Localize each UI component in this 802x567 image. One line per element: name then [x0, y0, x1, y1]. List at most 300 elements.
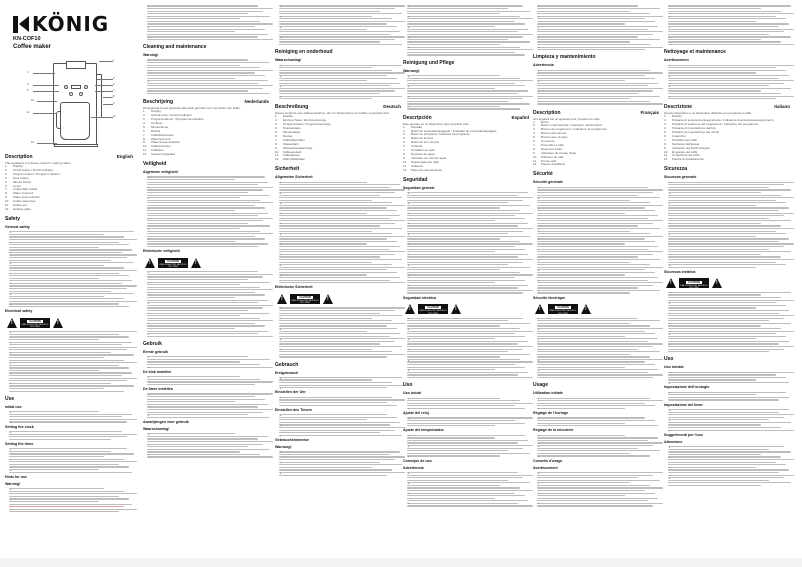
body-text-line	[279, 18, 392, 19]
list-number: 5.	[275, 129, 278, 134]
list-number: 6.	[533, 139, 536, 144]
body-text-line	[9, 270, 137, 271]
body-text-line	[407, 78, 520, 79]
body-text-line	[537, 274, 625, 275]
body-text-line	[9, 498, 129, 499]
caution-subtext: RISK OF ELECTRIC SHOCK DO NOT OPEN	[549, 310, 577, 315]
body-text-line	[668, 207, 789, 208]
list-label: Uurknop	[151, 120, 163, 125]
warning-triangle-icon	[451, 304, 461, 314]
body-text-line	[537, 477, 638, 478]
body-text-line	[407, 241, 520, 242]
body-text-line	[9, 385, 134, 386]
caution-box	[20, 318, 50, 328]
body-text-line	[407, 31, 518, 32]
list-number: 11.	[403, 163, 407, 168]
body-text-line	[279, 325, 387, 326]
body-text-line	[537, 487, 663, 488]
body-text-line	[407, 200, 523, 201]
language-label: Deutsch	[383, 104, 401, 110]
body-text-line	[407, 480, 508, 481]
body-text-line	[668, 44, 794, 45]
body-text-line	[537, 262, 630, 263]
body-text-line	[9, 434, 137, 435]
body-text-line	[407, 274, 533, 275]
body-text-line	[279, 269, 387, 270]
body-text-line	[147, 187, 273, 188]
body-text-line	[9, 298, 124, 299]
body-text-line	[668, 18, 786, 19]
body-text-line	[537, 187, 648, 188]
body-text-line	[407, 435, 525, 436]
body-text-line	[407, 5, 523, 6]
body-text-line	[537, 189, 663, 190]
body-text-line	[668, 414, 794, 415]
body-text-line	[537, 18, 645, 19]
list-number: 3.	[403, 132, 406, 137]
list-label: Contenitore del caffè	[672, 153, 700, 158]
body-text-line	[9, 493, 137, 494]
body-text-line	[147, 88, 263, 89]
list-number: 4.	[664, 126, 667, 131]
body-text-line	[537, 442, 663, 443]
body-text-line	[9, 288, 127, 289]
body-text-line	[537, 498, 658, 499]
heading: Limpieza y mantenimiento	[533, 54, 596, 61]
body-text-line	[279, 256, 380, 257]
body-text-line	[9, 431, 122, 432]
heading: Gebruik	[143, 340, 162, 347]
body-text-line	[147, 195, 270, 196]
body-text-line	[147, 276, 263, 277]
body-text-line	[9, 334, 119, 335]
body-text-line	[407, 34, 533, 35]
body-text-line	[9, 254, 137, 255]
body-text-line	[279, 5, 405, 6]
body-text-line	[279, 31, 400, 32]
body-text-line	[537, 341, 648, 342]
body-text-line	[407, 500, 528, 501]
heading: Reiniging en onderhoud	[275, 49, 333, 56]
body-text-line	[279, 228, 402, 229]
body-text-line	[147, 220, 263, 221]
body-text-line	[147, 233, 273, 234]
callout-line	[99, 61, 113, 62]
body-text-line	[9, 491, 124, 492]
body-text-line	[279, 356, 387, 357]
body-text-line	[668, 16, 776, 17]
body-text-line	[668, 310, 789, 311]
body-text-line	[279, 313, 380, 314]
body-text-line	[9, 347, 137, 348]
body-text-line	[407, 338, 495, 339]
body-text-line	[668, 228, 794, 229]
body-text-line	[407, 246, 515, 247]
list-label: Porte-filtre à café	[541, 142, 564, 147]
list-label: Réservoir d'eau	[541, 146, 562, 151]
body-text-line	[537, 290, 660, 291]
body-text-line	[279, 385, 405, 386]
body-text-line	[9, 453, 134, 454]
subheading: Uso iniziale	[664, 365, 684, 370]
body-text-line	[668, 464, 786, 465]
warning-triangle-icon	[277, 294, 287, 304]
language-label: Español	[511, 114, 529, 120]
body-text-line	[668, 67, 776, 68]
body-text-line	[407, 475, 533, 476]
body-text-line	[147, 246, 258, 247]
body-text-line	[279, 238, 387, 239]
body-text-line	[147, 65, 240, 66]
body-text-line	[279, 21, 405, 22]
warning-triangle-icon	[666, 278, 676, 288]
body-text-line	[147, 292, 255, 293]
body-text-line	[407, 450, 508, 451]
list-number: 10.	[275, 149, 280, 154]
caution-subtext: RISK OF ELECTRIC SHOCK DO NOT OPEN	[419, 310, 447, 315]
body-text-line	[668, 264, 786, 265]
body-text-line	[537, 11, 630, 12]
list-label: Aan/uit-knop / Aan/uit-indicator	[151, 113, 192, 118]
list-number: 9.	[143, 140, 146, 145]
list-number: 5.	[143, 124, 146, 129]
body-text-line	[407, 18, 533, 19]
body-text-line	[147, 36, 258, 37]
body-text-line	[9, 278, 99, 279]
body-text-line	[9, 383, 111, 384]
body-text-line	[537, 423, 625, 424]
body-text-line	[668, 267, 756, 268]
body-text-line	[407, 269, 500, 270]
intro-text: Dit apparaat is een apparaat dat wordt gebruikt voor het zetten van koffie.	[143, 106, 241, 111]
body-text-line	[407, 36, 523, 37]
body-text-line	[147, 279, 248, 280]
body-text-line	[668, 254, 761, 255]
body-text-line	[147, 396, 255, 397]
body-text-line	[407, 223, 528, 224]
body-text-line	[279, 267, 405, 268]
warning-text-line	[9, 506, 124, 507]
body-text-line	[668, 236, 756, 237]
body-text-line	[537, 325, 650, 326]
body-text-line	[279, 259, 402, 260]
body-text-line	[147, 243, 268, 244]
body-text-line	[537, 417, 645, 418]
callout-number: 4	[27, 83, 29, 86]
intro-text: Dieses Gerät ist eine Kaffeemaschine, die zur Zubereitung von Kaffee verwendet wird.	[275, 111, 390, 116]
body-text-line	[668, 315, 794, 316]
section-header	[664, 103, 790, 111]
body-text-line	[279, 249, 390, 250]
body-text-line	[668, 189, 791, 190]
body-text-line	[537, 254, 653, 255]
body-text-line	[407, 405, 515, 406]
body-text-line	[407, 21, 515, 22]
body-text-line	[668, 70, 786, 71]
body-text-line	[407, 54, 525, 55]
body-text-line	[147, 192, 248, 193]
list-label: Bouton des minutes	[541, 135, 568, 140]
body-text-line	[668, 346, 794, 347]
body-text-line	[147, 367, 273, 368]
body-text-line	[668, 202, 786, 203]
body-text-line	[279, 343, 380, 344]
body-text-line	[279, 402, 387, 403]
body-text-line	[9, 496, 119, 497]
body-text-line	[9, 273, 119, 274]
body-text-line	[279, 90, 395, 91]
list-label: Indicatore del livello d'acqua	[672, 145, 710, 150]
body-text-line	[537, 331, 645, 332]
body-text-line	[537, 287, 638, 288]
body-text-line	[407, 372, 528, 373]
heading: Sicurezza	[664, 166, 688, 173]
body-text-line	[9, 378, 137, 379]
column-espanol-francais	[533, 4, 659, 508]
body-text-line	[668, 349, 784, 350]
list-label: Pot de café	[541, 158, 557, 163]
coffee-maker-diagram	[25, 57, 125, 149]
body-text-line	[668, 430, 794, 431]
body-text-line	[9, 285, 137, 286]
body-text-line	[279, 215, 400, 216]
body-text-line	[668, 302, 776, 303]
body-text-line	[279, 44, 402, 45]
body-text-line	[668, 225, 781, 226]
body-text-line	[537, 228, 660, 229]
list-item	[143, 153, 269, 157]
konig-logo-icon	[13, 16, 29, 33]
callout-line	[33, 113, 57, 114]
subheading: Sécurité générale	[533, 180, 563, 185]
list-label: Ein/Aus-Taste / Ein/Aus-Anzeige	[283, 118, 327, 123]
body-text-line	[9, 303, 119, 304]
body-text-line	[668, 41, 781, 42]
body-text-line	[537, 405, 655, 406]
body-text-line	[147, 302, 258, 303]
body-text-line	[668, 336, 786, 337]
body-text-line	[407, 243, 533, 244]
list-number: 4.	[403, 136, 406, 141]
list-number: 8.	[275, 141, 278, 146]
body-text-line	[668, 412, 779, 413]
warning-triangle-icon	[535, 304, 545, 314]
body-text-line	[147, 289, 273, 290]
heading: Nettoyage et maintenance	[664, 49, 726, 56]
body-text-line	[407, 220, 495, 221]
subheading: Initial use	[5, 404, 22, 409]
body-text-line	[668, 34, 769, 35]
list-label: Botón de los minutos	[411, 140, 440, 145]
subheading: Setting the clock	[5, 424, 34, 429]
body-text-line	[147, 399, 265, 400]
body-text-line	[537, 236, 663, 237]
body-text-line	[279, 469, 392, 470]
list-label: Dispensador de café	[411, 159, 439, 164]
intro-text: Questo dispositivo è un dispositivo utilizzato per preparare il caffè.	[664, 111, 752, 116]
callout-line	[33, 73, 55, 74]
body-text-line	[9, 464, 119, 465]
section-title: Beschreibung	[275, 104, 309, 111]
body-text-line	[668, 333, 776, 334]
body-text-line	[668, 210, 779, 211]
body-text-line	[9, 391, 124, 392]
subheading: De klok instellen	[143, 369, 172, 374]
body-text-line	[537, 205, 663, 206]
body-text-line	[668, 29, 794, 30]
body-text-line	[537, 98, 630, 99]
body-text-line	[279, 80, 367, 81]
list-label: Pulsante di selezione del programma / Indicatore del programma	[672, 122, 759, 127]
list-label: Minute button	[13, 179, 32, 184]
body-text-line	[407, 93, 518, 94]
body-text-line	[147, 406, 258, 407]
list-item	[403, 169, 529, 173]
caution-subtext: RISK OF ELECTRIC SHOCK DO NOT OPEN	[21, 323, 49, 329]
body-text-line	[537, 23, 625, 24]
body-text-line	[147, 21, 260, 22]
body-text-line	[279, 85, 390, 86]
list-number: 10.	[5, 199, 10, 204]
list-label: Coffee filter holder	[13, 187, 38, 192]
body-text-line	[279, 262, 372, 263]
body-text-line	[147, 364, 260, 365]
body-text-line	[9, 306, 129, 307]
body-text-line	[407, 207, 500, 208]
body-text-line	[668, 88, 791, 89]
language-label: Français	[640, 109, 659, 115]
body-text-line	[147, 438, 258, 439]
body-text-line	[407, 361, 533, 362]
list-number: 4.	[143, 120, 146, 125]
body-text-line	[407, 333, 515, 334]
body-text-line	[537, 437, 658, 438]
body-text-line	[407, 320, 508, 321]
body-text-line	[279, 336, 390, 337]
body-text-line	[407, 440, 528, 441]
body-text-line	[279, 419, 367, 420]
body-text-line	[407, 455, 500, 456]
callout-line	[37, 101, 57, 102]
caution-label	[666, 278, 790, 289]
section-header	[143, 98, 269, 106]
body-text-line	[407, 485, 500, 486]
body-text-line	[279, 405, 397, 406]
body-text-line	[407, 490, 533, 491]
body-text-line	[407, 218, 525, 219]
list-number: 11.	[275, 153, 279, 158]
body-text-line	[407, 75, 500, 76]
body-text-line	[147, 184, 258, 185]
body-text-line	[537, 493, 655, 494]
body-text-line	[668, 184, 784, 185]
body-text-line	[279, 70, 392, 71]
body-text-line	[279, 218, 390, 219]
body-text-line	[147, 182, 268, 183]
body-text-line	[147, 39, 273, 40]
body-text-line	[668, 382, 789, 383]
body-text-line	[537, 328, 663, 329]
body-text-line	[668, 23, 789, 24]
body-text-line	[147, 85, 273, 86]
callout-number: 6	[113, 83, 115, 86]
body-text-line	[279, 435, 402, 436]
body-text-line	[537, 369, 658, 370]
body-text-line	[9, 354, 134, 355]
body-text-line	[407, 400, 520, 401]
body-text-line	[668, 377, 786, 378]
subheading: Warning!	[5, 481, 21, 486]
body-text-line	[537, 448, 638, 449]
body-text-line	[668, 419, 769, 420]
subheading: Advertencia	[533, 63, 554, 68]
body-text-line	[279, 34, 390, 35]
body-text-line	[279, 200, 372, 201]
body-text-line	[407, 292, 523, 293]
body-text-line	[668, 85, 769, 86]
body-text-line	[668, 297, 781, 298]
list-label: Program button / Program indicator	[13, 171, 60, 176]
body-text-line	[279, 264, 392, 265]
body-text-line	[9, 357, 104, 358]
body-text-line	[537, 280, 648, 281]
subheading: Eerste gebruik	[143, 349, 168, 354]
list-label: Plaque chauffante	[541, 162, 566, 167]
body-text-line	[279, 184, 400, 185]
body-text-line	[537, 195, 638, 196]
list-number: 3.	[533, 127, 536, 132]
body-text-line	[147, 328, 235, 329]
body-text-line	[537, 72, 663, 73]
body-text-line	[147, 5, 258, 6]
body-text-line	[147, 300, 268, 301]
coffee-maker-illustration	[53, 63, 97, 145]
body-text-line	[537, 251, 663, 252]
body-text-line	[537, 285, 653, 286]
body-text-line	[279, 467, 372, 468]
body-text-line	[407, 96, 533, 97]
body-text-line	[279, 220, 405, 221]
body-text-line	[407, 280, 525, 281]
body-text-line	[147, 381, 273, 382]
body-text-line	[668, 482, 791, 483]
body-text-line	[537, 223, 653, 224]
body-text-line	[537, 264, 650, 265]
body-text-line	[147, 197, 240, 198]
body-text-line	[407, 83, 515, 84]
body-text-line	[407, 11, 530, 12]
warning-triangle-icon	[405, 304, 415, 314]
callout-line	[37, 143, 57, 144]
body-text-line	[537, 220, 663, 221]
intro-text: This appliance is a device used for making coffee.	[5, 161, 72, 165]
body-text-line	[407, 318, 523, 319]
body-text-line	[407, 26, 495, 27]
body-text-line	[668, 305, 786, 306]
body-text-line	[537, 197, 660, 198]
body-text-line	[407, 495, 525, 496]
language-label: Italiano	[774, 104, 790, 110]
list-number: 6.	[403, 144, 406, 149]
body-text-line	[668, 259, 794, 260]
list-number: 4.	[5, 175, 8, 180]
body-text-line	[407, 192, 528, 193]
caution-subtext: RISK OF ELECTRIC SHOCK DO NOT OPEN	[680, 284, 708, 289]
list-label: Waterreservoir	[151, 136, 171, 141]
body-text-line	[537, 503, 663, 504]
body-text-line	[668, 454, 761, 455]
body-text-line	[279, 338, 405, 339]
